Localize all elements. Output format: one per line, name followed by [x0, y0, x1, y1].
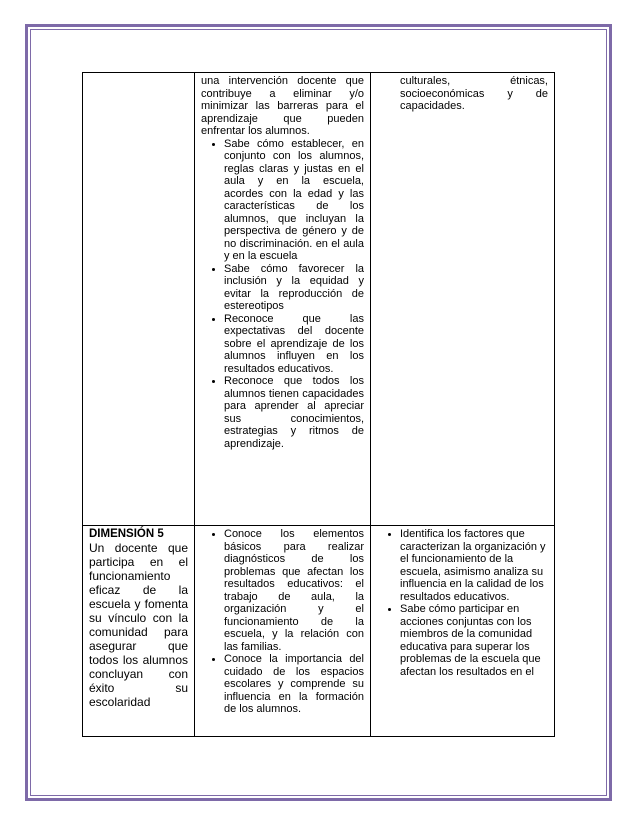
dimension-description: Un docente que participa en el funcionamiento eficaz de la escuela y fomenta su vínculo con la comunidad para asegurar que todos los alumnos concluyan con éxito su escolaridad: [89, 540, 188, 709]
dimension-cell: [83, 526, 195, 737]
knowledge-cell: [195, 73, 371, 526]
bullet-list: [377, 528, 548, 678]
list-item: • Sabe cómo participar en acciones conjuntas con los miembros de la comunidad educativa para superar los problemas de la escuela que afectan los resultados en el: [400, 603, 548, 678]
dimension-title: DIMENSIÓN 5: [89, 528, 164, 540]
list-item: • Reconoce que las expectativas del docente sobre el aprendizaje de los alumnos influyen en los resultados educativos.: [224, 313, 364, 376]
skills-cell: [371, 73, 555, 526]
knowledge-cell: [195, 526, 371, 737]
bullet-list: [201, 528, 364, 716]
list-item: • Sabe cómo favorecer la inclusión y la equidad y evitar la reproducción de estereotipos: [224, 263, 364, 313]
dimension-cell-empty: [83, 73, 195, 526]
competencies-table: [82, 72, 555, 737]
list-item: • Sabe cómo establecer, en conjunto con los alumnos, reglas claras y justas en el aula y en la escuela, acordes con la edad y las características de los alumnos, que incluyan la perspectiva de género y de no discriminación. en el aula y en la escuela: [224, 138, 364, 263]
cell-intro-text: una intervención docente que contribuye a eliminar y/o minimizar las barreras para el aprendizaje que pueden enfrentar los alumnos.: [201, 75, 364, 137]
skills-cell: [371, 526, 555, 737]
list-item: • Identifica los factores que caracterizan la organización y el funcionamiento de la escuela, asimismo analiza su influencia en la calidad de los resultados educativos.: [400, 528, 548, 603]
table-row: [83, 526, 555, 737]
list-item: • Conoce los elementos básicos para realizar diagnósticos de los problemas que afectan los resultados educativos: el trabajo de aula, la organización y el funcionamiento de la escuela, y la relación con las familias.: [224, 528, 364, 653]
cell-intro-text: culturales, étnicas, socioeconómicas y de capacidades.: [400, 75, 548, 112]
list-item: • Conoce la importancia del cuidado de los espacios escolares y comprende su influencia en la formación de los alumnos.: [224, 653, 364, 716]
list-item: • Reconoce que todos los alumnos tienen capacidades para aprender al apreciar sus conocimientos, estrategias y ritmos de aprendizaje.: [224, 375, 364, 450]
table-row: [83, 73, 555, 526]
bullet-list: [201, 138, 364, 451]
